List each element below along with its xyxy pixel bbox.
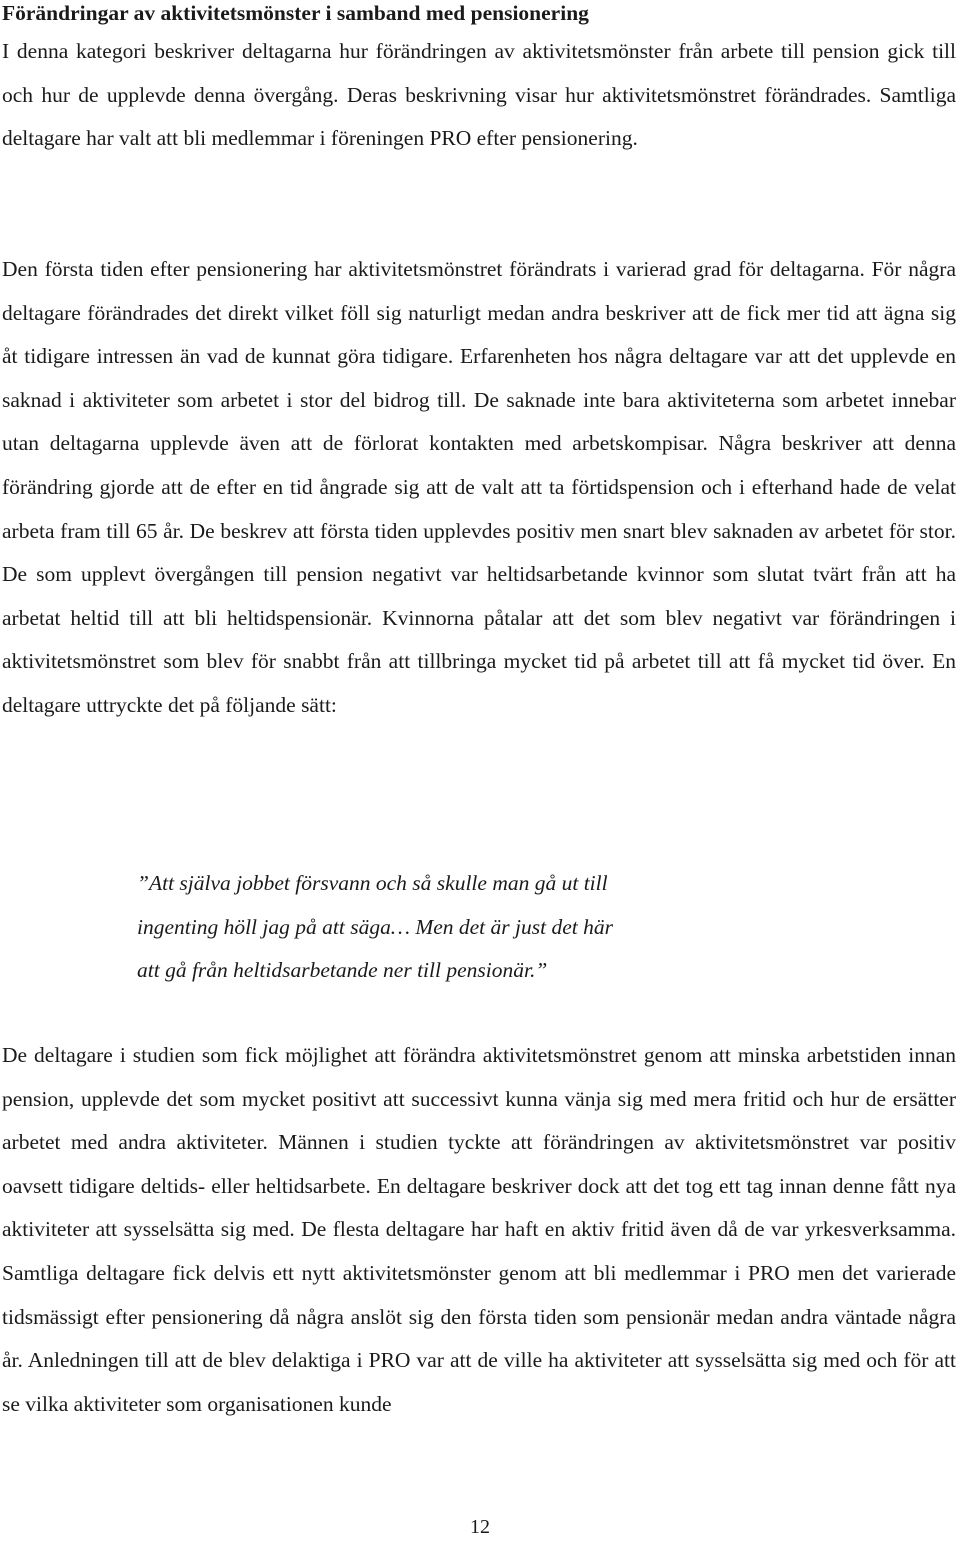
paragraph-intro: I denna kategori beskriver deltagarna hur förändringen av aktivitetsmönster från arbete till pension gick till och hur de upplevde denna övergång. Deras beskrivning visar hur aktivitetsmönstret förändrades. Samtliga deltagare har valt att bli medlemmar i föreningen PRO efter pensionering.	[2, 39, 956, 151]
section-heading: Förändringar av aktivitetsmönster i samband med pensionering	[2, 1, 589, 25]
paragraph-gradual-transition: De deltagare i studien som fick möjlighet att förändra aktivitetsmönstret genom att minska arbetstiden innan pension, upplevde det som mycket positivt att successivt kunna vänja sig med mera fritid och hur de ersätter arbetet med andra aktiviteter. Männen i studien tyckte att förändringen av aktivitetsmönstret var positiv oavsett tidigare deltids- eller heltidsarbete. En deltagare beskriver dock att det tog ett tag innan denne fått nya aktiviteter att sysselsätta sig med. De flesta deltagare har haft en aktiv fritid även då de var yrkesverksamma. Samtliga deltagare fick delvis ett nytt aktivitetsmönster genom att bli medlemmar i PRO men det varierade tidsmässigt efter pensionering då några anslöt sig den första tiden som pensionär medan andra väntade några år. Anledningen till att de blev delaktiga i PRO var att de ville ha aktiviteter att sysselsätta sig med och för att se vilka aktiviteter som organisationen kunde	[2, 1043, 956, 1416]
quote-line: ingenting höll jag på att säga… Men det är just det här	[137, 914, 613, 939]
participant-quote	[137, 862, 897, 993]
paragraph-first-period: Den första tiden efter pensionering har aktivitetsmönstret förändrats i varierad grad för deltagarna. För några deltagare förändrades det direkt vilket föll sig naturligt medan andra beskriver att de fick mer tid att ägna sig åt tidigare intressen än vad de kunnat göra tidigare. Erfarenheten hos några deltagare var att det upplevde en saknad i aktiviteter som arbetet i stor del bidrog till. De saknade inte bara aktiviteterna som arbetet innebar utan deltagarna upplevde även att de förlorat kontakten med arbetskompisar. Några beskriver att denna förändring gjorde att de efter en tid ångrade sig att de valt att ta förtidspension och i efterhand hade de velat arbeta fram till 65 år. De beskrev att första tiden upplevdes positiv men snart blev saknaden av arbetet för stor. De som upplevt övergången till pension negativt var heltidsarbetande kvinnor som slutat tvärt från att ha arbetat heltid till att bli heltidspensionär. Kvinnorna påtalar att det som blev negativt var förändringen i aktivitetsmönstret som blev för snabbt från att tillbringa mycket tid på arbetet till att få mycket tid över. En deltagare uttryckte det på följande sätt:	[2, 257, 956, 717]
quote-line: att gå från heltidsarbetande ner till pensionär.”	[137, 958, 548, 983]
page-number: 12	[470, 1516, 490, 1538]
quote-line: ”Att själva jobbet försvann och så skulle man gå ut till	[137, 871, 608, 895]
